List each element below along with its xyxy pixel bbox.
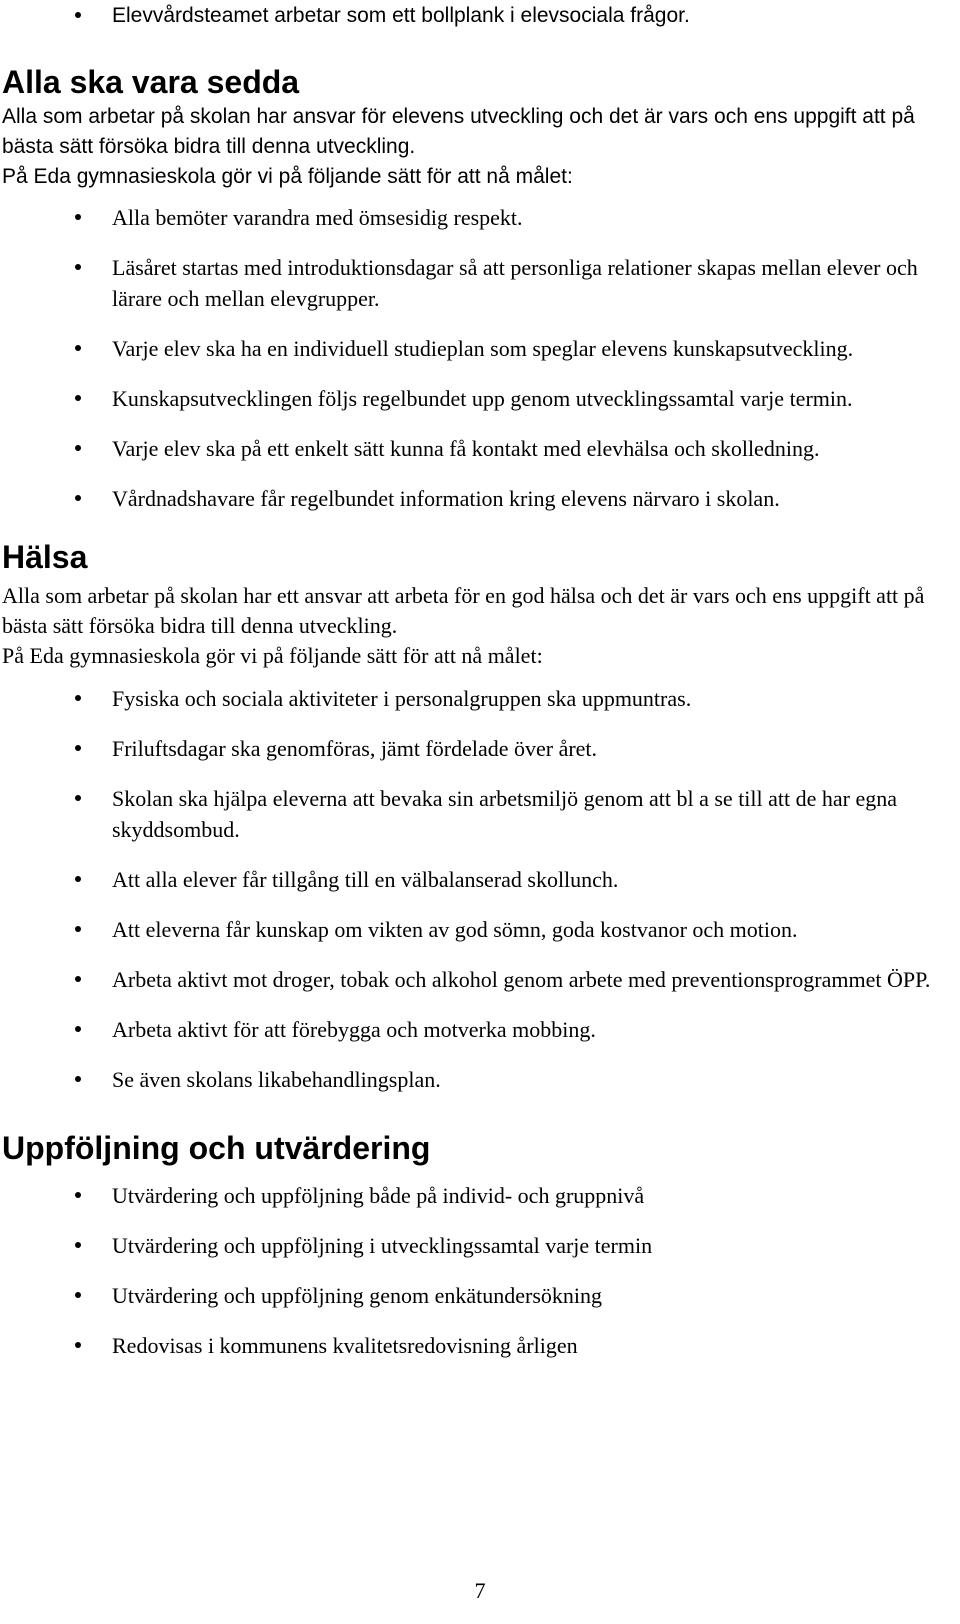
bullet-icon xyxy=(75,445,81,451)
list-item-text: Alla bemöter varandra med ömsesidig respekt. xyxy=(112,205,523,230)
list-item-text: Varje elev ska på ett enkelt sätt kunna få kontakt med elevhälsa och skolledning. xyxy=(112,436,820,461)
list-item-text: Vårdnadshavare får regelbundet information kring elevens närvaro i skolan. xyxy=(112,486,780,511)
list-item xyxy=(2,483,954,514)
list-item xyxy=(2,202,954,233)
list-item-text: Läsåret startas med introduktionsdagar så att personliga relationer skapas mellan elever och lärare och mellan elevgrupper. xyxy=(112,255,918,311)
list-item-text: Att alla elever får tillgång till en välbalanserad skollunch. xyxy=(112,867,619,892)
bullet-icon xyxy=(75,1076,81,1082)
list-item xyxy=(2,0,954,31)
list-item xyxy=(2,1280,954,1311)
list-item xyxy=(2,864,954,895)
bullet-icon xyxy=(75,695,81,701)
intro-bullet-list xyxy=(2,0,954,31)
section-heading-halsa: Hälsa xyxy=(2,539,88,575)
list-item xyxy=(2,683,954,714)
section-intro-line: På Eda gymnasieskola gör vi på följande sätt för att nå målet: xyxy=(2,643,543,668)
list-item xyxy=(2,383,954,414)
section-heading-uppfoljning-och-utvardering: Uppföljning och utvärdering xyxy=(2,1130,431,1166)
list-item-text: Utvärdering och uppföljning genom enkätundersökning xyxy=(112,1283,603,1308)
list-item xyxy=(2,914,954,945)
list-item xyxy=(2,433,954,464)
list-item xyxy=(2,1330,954,1361)
bullet-icon xyxy=(75,1292,81,1298)
list-item-text: Utvärdering och uppföljning både på individ- och gruppnivå xyxy=(112,1183,645,1208)
bullet-icon xyxy=(75,12,81,18)
bullet-icon xyxy=(75,264,81,270)
section2-bullet-list xyxy=(2,683,954,1095)
list-item xyxy=(2,333,954,364)
list-item xyxy=(2,964,954,995)
list-item xyxy=(2,1014,954,1045)
bullet-icon xyxy=(75,1242,81,1248)
list-item-text: Se även skolans likabehandlingsplan. xyxy=(112,1067,441,1092)
list-item xyxy=(2,1180,954,1211)
bullet-icon xyxy=(75,214,81,220)
list-item xyxy=(2,733,954,764)
list-item-text: Redovisas i kommunens kvalitetsredovisning årligen xyxy=(112,1333,578,1358)
list-item-text: Arbeta aktivt för att förebygga och motverka mobbing. xyxy=(112,1017,596,1042)
list-item-text: Utvärdering och uppföljning i utvecklingssamtal varje termin xyxy=(112,1233,653,1258)
bullet-icon xyxy=(75,795,81,801)
list-item xyxy=(2,783,954,845)
section-heading-alla-ska-vara-sedda: Alla ska vara sedda xyxy=(2,64,300,100)
list-item-text: Varje elev ska ha en individuell studieplan som speglar elevens kunskapsutveckling. xyxy=(112,336,854,361)
list-item-text: Friluftsdagar ska genomföras, jämt fördelade över året. xyxy=(112,736,598,761)
section3-bullet-list xyxy=(2,1180,954,1361)
page-number: 7 xyxy=(474,1578,486,1603)
list-item-text: Fysiska och sociala aktiviteter i personalgruppen ska uppmuntras. xyxy=(112,686,692,711)
section1-bullet-list xyxy=(2,202,954,514)
bullet-icon xyxy=(75,976,81,982)
bullet-icon xyxy=(75,1192,81,1198)
list-item-text: Att eleverna får kunskap om vikten av god sömn, goda kostvanor och motion. xyxy=(112,917,798,942)
list-item xyxy=(2,1064,954,1095)
section-intro-line: På Eda gymnasieskola gör vi på följande sätt för att nå målet: xyxy=(2,165,573,188)
list-item xyxy=(2,252,954,314)
bullet-icon xyxy=(75,345,81,351)
section-paragraph: Alla som arbetar på skolan har ansvar för elevens utveckling och det är vars och ens uppgift att på bästa sätt försöka bidra till denna utveckling. xyxy=(2,105,915,158)
bullet-icon xyxy=(75,395,81,401)
list-item-text: Skolan ska hjälpa eleverna att bevaka sin arbetsmiljö genom att bl a se till att de har egna skyddsombud. xyxy=(112,786,898,842)
bullet-icon xyxy=(75,1026,81,1032)
bullet-icon xyxy=(75,1342,81,1348)
bullet-icon xyxy=(75,876,81,882)
section-paragraph: Alla som arbetar på skolan har ett ansvar att arbeta för en god hälsa och det är vars och ens uppgift att på bästa sätt försöka bidra till denna utveckling. xyxy=(2,583,925,638)
list-item-text: Arbeta aktivt mot droger, tobak och alkohol genom arbete med preventionsprogrammet ÖPP. xyxy=(112,967,931,992)
list-item-text: Kunskapsutvecklingen följs regelbundet upp genom utvecklingssamtal varje termin. xyxy=(112,386,853,411)
list-item xyxy=(2,1230,954,1261)
document-page xyxy=(2,0,954,1361)
bullet-icon xyxy=(75,926,81,932)
list-item-text: Elevvårdsteamet arbetar som ett bollplank i elevsociala frågor. xyxy=(112,4,690,27)
bullet-icon xyxy=(75,745,81,751)
bullet-icon xyxy=(75,495,81,501)
